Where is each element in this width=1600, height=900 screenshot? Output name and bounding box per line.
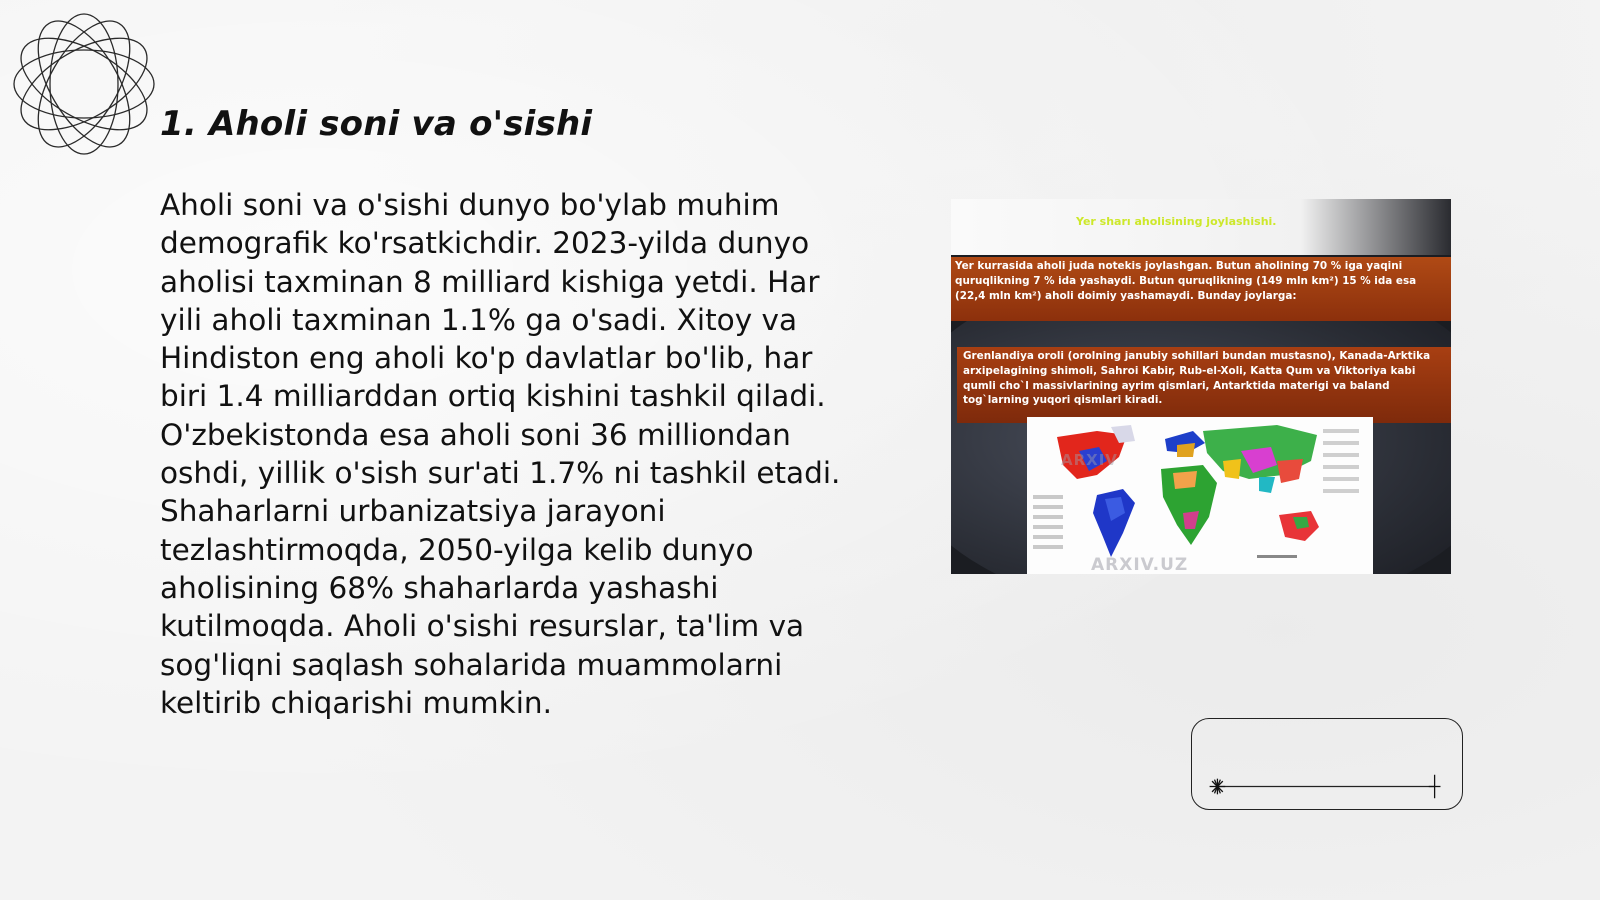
slide-body-text: Aholi soni va o'sishi dunyo bo'ylab muhim demografik ko'rsatkichdir. 2023-yilda dunyo aholisi taxminan 8 milliard kishiga yetdi. Har yili aholi taxminan 1.1% ga o'sadi. Xitoy va Hindiston eng aholi ko'p davlatlar bo'lib, har biri 1.4 milliarddan ortiq kishini tashkil qiladi. O'zbekistonda esa aholi soni 36 milliondan oshdi, yillik o'sish sur'ati 1.7% ni tashkil etadi. Shaharlarni urbanizatsiya jarayoni tezlashtirmoqda, 2050-yilga kelib dunyo aholisining 68% shaharlarda yashashi kutilmoqda. Aholi o'sishi resurslar, ta'lim va sog'liqni saqlash sohalarida muammolarni keltirib chiqarishi mumkin. <box>160 188 841 720</box>
starburst-line-icon <box>1192 719 1462 809</box>
orbit-logo-icon <box>10 10 158 158</box>
population-map-image <box>951 199 1451 574</box>
image-text-band-1: Yer kurrasida aholi juda notekis joylashgan. Butun aholining 70 % iga yaqini quruqlikning 7 % ida yashaydi. Butun quruqlikning (149 mln km²) 15 % ida esa (22,4 mln km²) aholi doimiy yashamaydi. Bunday joylarga: <box>951 257 1451 321</box>
image-watermark-top: ARXIV <box>1061 451 1118 469</box>
image-title: Yer sharı aholisining joylashishi. <box>1076 215 1277 228</box>
decorative-frame <box>1191 718 1463 810</box>
image-text-band-2: Grenlandiya oroli (orolning janubiy sohillari bundan mustasno), Kanada-Arktika arxipelagining shimoli, Sahroi Kabir, Rub-el-Xoli, Katta Qum va Viktoriya kabi qumli cho`l massivlarining ayrim qismlari, Antarktida materigi va baland tog`larning yuqori qismlari kiradi. <box>957 347 1451 423</box>
image-watermark: ARXIV.UZ <box>1091 555 1189 574</box>
slide-title: 1. Aholi soni va o'sishi <box>160 104 593 144</box>
world-map <box>1027 417 1373 574</box>
world-map-graphic <box>1027 417 1373 574</box>
